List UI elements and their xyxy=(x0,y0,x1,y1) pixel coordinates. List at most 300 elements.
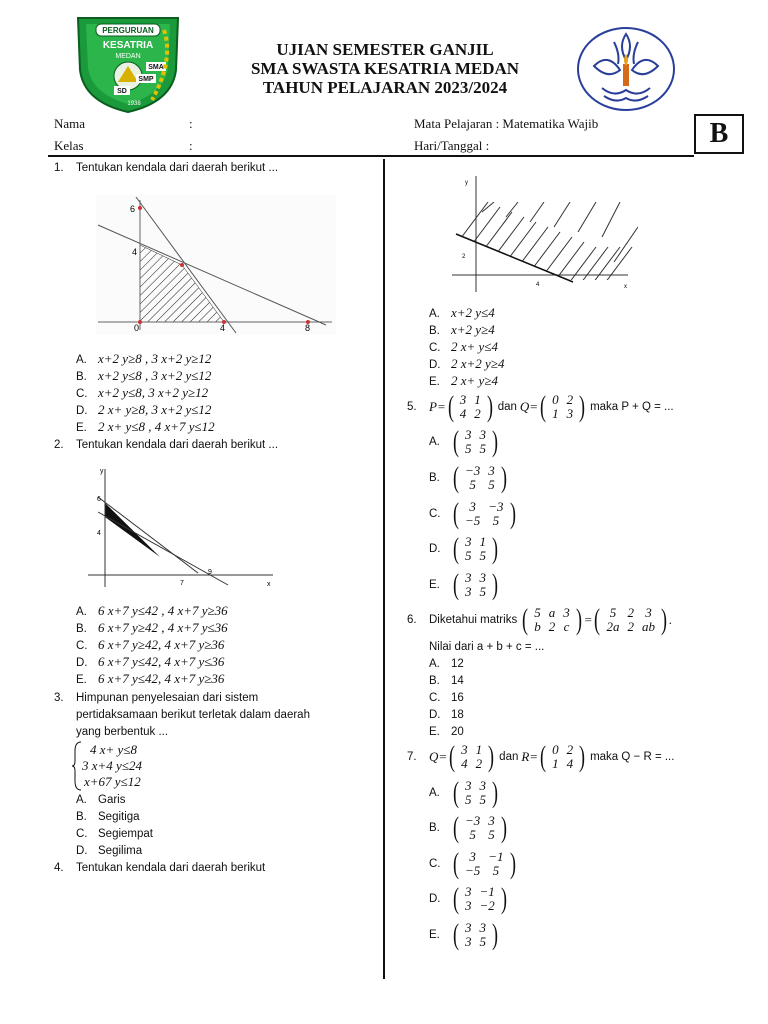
q4-tick-y2: 2 xyxy=(462,254,466,260)
matrix-cell: 5 xyxy=(492,513,500,528)
matrix-cell: 5 xyxy=(609,605,617,620)
matrix-cell: 2 xyxy=(566,392,574,407)
q5-option-a[interactable] xyxy=(429,427,500,457)
logo-text-sd: SD xyxy=(117,88,127,95)
q6-option-a-text: 12 xyxy=(451,658,464,670)
matrix-left-bracket: ( xyxy=(453,425,459,458)
matrix-cell: 2 xyxy=(566,742,574,757)
q3-option-c[interactable] xyxy=(76,828,153,840)
q1-tick-y4: 4 xyxy=(132,247,138,257)
matrix-grid xyxy=(457,743,486,771)
q7-matrix-q xyxy=(447,742,496,772)
q2-tick-x9: 9 xyxy=(208,569,212,576)
q6-option-b[interactable] xyxy=(429,675,464,687)
q2-question xyxy=(54,439,278,451)
matrix-row xyxy=(461,828,499,842)
q5-option-a-letter: A. xyxy=(429,436,440,448)
q6-option-e-text: 20 xyxy=(451,726,464,738)
q4-option-d-letter: D. xyxy=(429,359,441,371)
q5-option-c-letter: C. xyxy=(429,508,441,520)
matrix-left-bracket: ( xyxy=(453,532,459,565)
matrix-row xyxy=(461,464,499,478)
matrix-cell: c xyxy=(563,619,570,634)
matrix-row xyxy=(461,478,499,492)
matrix-cell: −3 xyxy=(465,463,481,478)
matrix-cell: 2 xyxy=(475,756,483,771)
q1-option-e-text: 2 x+ y≤8 , 4 x+7 y≤12 xyxy=(98,419,215,434)
q7-option-d[interactable] xyxy=(429,884,509,914)
q3-system xyxy=(72,741,192,791)
matrix-cell: 3 xyxy=(465,934,472,949)
q4-option-c-letter: C. xyxy=(429,342,441,354)
matrix-left-bracket: ( xyxy=(522,603,529,636)
q2-tick-x7: 7 xyxy=(180,580,184,587)
matrix-row xyxy=(461,779,490,793)
q1-option-c[interactable] xyxy=(76,385,208,401)
q5-option-b-matrix xyxy=(451,463,509,493)
q6-matrix-right xyxy=(592,605,669,635)
matrix-cell: 3 xyxy=(479,778,486,793)
q7-option-a-letter: A. xyxy=(429,787,440,799)
matrix-cell: 3 xyxy=(465,534,472,549)
q5-option-c[interactable] xyxy=(429,499,518,529)
matrix-row xyxy=(461,549,490,563)
q5-option-b-letter: B. xyxy=(429,472,440,484)
q6-subtext: Nilai dari a + b + c = ... xyxy=(429,641,545,653)
logo-text-kesatria: KESATRIA xyxy=(102,40,154,51)
q5-option-e[interactable] xyxy=(429,570,500,600)
q7-option-e-letter: E. xyxy=(429,929,440,941)
q7-number: 7. xyxy=(407,751,417,763)
matrix-grid xyxy=(461,814,499,842)
matrix-cell: −1 xyxy=(479,884,495,899)
matrix-row xyxy=(461,793,490,807)
q1-option-e-letter: E. xyxy=(76,422,87,434)
q6-option-b-text: 14 xyxy=(451,675,464,687)
matrix-cell: 5 xyxy=(479,441,486,456)
q6-option-d[interactable] xyxy=(429,709,464,721)
matrix-cell: 3 xyxy=(465,570,472,585)
matrix-cell: −3 xyxy=(488,499,504,514)
logo-text-sma: SMA xyxy=(148,64,164,71)
matrix-left-bracket: ( xyxy=(453,811,459,844)
matrix-cell: 5 xyxy=(469,477,476,492)
q1-tick-y6: 6 xyxy=(130,204,136,214)
matrix-cell: 3 xyxy=(461,742,468,757)
q5-option-e-matrix xyxy=(451,570,500,600)
q3-system-eq-1: 4 x+ y≤8 xyxy=(90,742,137,757)
school-logo xyxy=(72,10,184,114)
q3-option-d[interactable] xyxy=(76,845,142,857)
matrix-right-bracket: ) xyxy=(509,847,516,880)
q3-option-a-letter: A. xyxy=(76,794,87,806)
q2-option-c[interactable] xyxy=(76,637,224,653)
matrix-cell: −5 xyxy=(465,863,481,878)
matrix-cell: −1 xyxy=(488,849,504,864)
q2-graph xyxy=(88,465,278,590)
q4-number: 4. xyxy=(54,862,64,874)
matrix-cell: ab xyxy=(641,619,655,634)
matrix-row xyxy=(461,899,499,913)
q7-option-d-letter: D. xyxy=(429,893,441,905)
matrix-grid xyxy=(456,393,485,421)
matrix-grid xyxy=(461,850,508,878)
matrix-grid xyxy=(461,779,490,807)
q6-option-e[interactable] xyxy=(429,726,464,738)
q2-option-a-text: 6 x+7 y≤42 , 4 x+7 y≥36 xyxy=(98,603,228,618)
q2-axis-y: y xyxy=(100,468,104,475)
matrix-left-bracket: ( xyxy=(453,882,459,915)
q5-dan: dan xyxy=(497,401,517,413)
matrix-left-bracket: ( xyxy=(594,603,601,636)
matrix-cell: 1 xyxy=(474,392,481,407)
field-kelas-label: Kelas xyxy=(54,138,84,153)
q1-text: Tentukan kendala dari daerah berikut ... xyxy=(76,162,279,174)
q7-tail: maka Q − R = ... xyxy=(590,751,675,763)
matrix-right-bracket: ) xyxy=(500,811,507,844)
q3-option-c-text: Segiempat xyxy=(98,828,153,840)
q3-option-b[interactable] xyxy=(76,811,140,823)
matrix-cell: 2 xyxy=(474,406,481,421)
q1-number: 1. xyxy=(54,162,64,174)
matrix-cell: 3 xyxy=(469,499,476,514)
q4-graph xyxy=(448,172,638,294)
q1-option-e[interactable] xyxy=(76,419,215,435)
matrix-cell: 4 xyxy=(459,406,467,421)
q2-option-b[interactable] xyxy=(76,620,228,636)
q7-option-c[interactable] xyxy=(429,849,518,879)
matrix-row xyxy=(457,743,486,757)
matrix-cell: 1 xyxy=(552,406,559,421)
q1-option-a-letter: A. xyxy=(76,354,87,366)
q7-q-label: Q= xyxy=(429,749,448,764)
matrix-row xyxy=(461,442,490,456)
q6-option-a[interactable] xyxy=(429,658,464,670)
logo-text-smp: SMP xyxy=(138,76,154,83)
q5-matrix-p xyxy=(446,392,495,422)
q2-option-a-letter: A. xyxy=(76,606,87,618)
q1-option-d[interactable] xyxy=(76,402,211,418)
matrix-cell: 4 xyxy=(461,756,468,771)
matrix-left-bracket: ( xyxy=(453,776,459,809)
matrix-row xyxy=(461,921,490,935)
q1-option-b-letter: B. xyxy=(76,371,87,383)
matrix-grid xyxy=(530,606,574,634)
q6-text: Diketahui matriks xyxy=(429,614,518,626)
header-divider xyxy=(48,155,694,157)
q3-text-line-1: Himpunan penyelesaian dari sistem xyxy=(76,692,259,704)
matrix-cell: 5 xyxy=(534,605,541,620)
q1-option-a[interactable] xyxy=(76,351,211,367)
matrix-left-bracket: ( xyxy=(453,918,459,951)
matrix-row xyxy=(461,814,499,828)
q3-system-eq-2: 3 x+4 y≤24 xyxy=(82,758,142,773)
matrix-left-bracket: ( xyxy=(453,568,459,601)
q2-option-e-letter: E. xyxy=(76,674,87,686)
q4-option-d-text: 2 x+2 y≥4 xyxy=(451,356,505,371)
q4-question xyxy=(54,862,265,874)
matrix-right-bracket: ) xyxy=(492,532,498,565)
matrix-cell: 2 xyxy=(548,619,556,634)
q3-option-d-letter: D. xyxy=(76,845,88,857)
matrix-cell: −2 xyxy=(479,898,495,913)
q1-tick-x8: 8 xyxy=(305,323,311,333)
q1-option-a-text: x+2 y≥8 , 3 x+2 y≥12 xyxy=(98,351,212,366)
q6-option-c-letter: C. xyxy=(429,692,441,704)
matrix-row xyxy=(530,606,574,620)
q7-option-e[interactable] xyxy=(429,920,500,950)
exam-title-line-1: UJIAN SEMESTER GANJIL xyxy=(276,40,494,59)
q3-number: 3. xyxy=(54,692,64,704)
q4-option-d[interactable] xyxy=(429,356,504,372)
matrix-row xyxy=(461,571,490,585)
q3-option-a-text: Garis xyxy=(98,794,126,806)
matrix-row xyxy=(461,864,508,878)
matrix-left-bracket: ( xyxy=(453,847,459,880)
matrix-right-bracket: ) xyxy=(492,776,498,809)
q7-option-c-matrix xyxy=(451,849,518,879)
q1-option-d-text: 2 x+ y≥8, 3 x+2 y≤12 xyxy=(98,402,212,417)
q6-matrix-left xyxy=(520,605,584,635)
q4-option-a[interactable] xyxy=(429,305,495,321)
matrix-right-bracket: ) xyxy=(492,568,498,601)
q5-option-b[interactable] xyxy=(429,463,509,493)
q2-option-b-letter: B. xyxy=(76,623,87,635)
matrix-row xyxy=(457,757,486,771)
q7-question xyxy=(407,742,674,772)
matrix-cell: 4 xyxy=(566,756,574,771)
q6-option-a-letter: A. xyxy=(429,658,440,670)
q5-option-d-matrix xyxy=(451,534,500,564)
q6-dot: . xyxy=(668,612,673,627)
logo-text-perguruan: PERGURUAN xyxy=(102,26,154,35)
matrix-cell: 1 xyxy=(475,742,483,757)
q2-option-d-letter: D. xyxy=(76,657,88,669)
q7-r-label: R= xyxy=(521,749,539,764)
q4-option-e[interactable] xyxy=(429,373,498,389)
matrix-right-bracket: ) xyxy=(488,740,495,773)
q6-equals: = xyxy=(583,612,593,627)
q4-option-a-text: x+2 y≤4 xyxy=(451,305,495,320)
matrix-row xyxy=(456,407,485,421)
q2-option-d[interactable] xyxy=(76,654,224,670)
q7-option-c-letter: C. xyxy=(429,858,441,870)
q5-tail: maka P + Q = ... xyxy=(590,401,674,413)
matrix-row xyxy=(461,514,508,528)
matrix-cell: 3 xyxy=(465,920,472,935)
matrix-cell: 3 xyxy=(566,406,574,421)
q1-question xyxy=(54,162,278,174)
matrix-row xyxy=(548,743,577,757)
q1-option-c-text: x+2 y≤8, 3 x+2 y≥12 xyxy=(98,385,209,400)
q6-option-d-text: 18 xyxy=(451,709,464,721)
q5-number: 5. xyxy=(407,401,417,413)
matrix-cell: 3 xyxy=(645,605,652,620)
matrix-cell: −3 xyxy=(465,813,481,828)
q4-option-e-letter: E. xyxy=(429,376,440,388)
matrix-cell: a xyxy=(548,605,556,620)
matrix-cell: 0 xyxy=(552,392,559,407)
matrix-cell: −5 xyxy=(465,513,481,528)
matrix-right-bracket: ) xyxy=(486,390,493,423)
q2-tick-y4: 4 xyxy=(97,530,101,537)
q1-tick-x4: 4 xyxy=(220,323,226,333)
matrix-right-bracket: ) xyxy=(500,882,507,915)
exam-code-box xyxy=(694,114,744,154)
field-kelas-colon: : xyxy=(189,138,193,153)
q6-number: 6. xyxy=(407,614,417,626)
q5-option-d[interactable] xyxy=(429,534,500,564)
matrix-cell: 3 xyxy=(465,884,472,899)
q4-axis-y: y xyxy=(465,180,468,186)
matrix-row xyxy=(461,850,508,864)
q1-tick-x0: 0 xyxy=(134,323,140,333)
matrix-cell: 5 xyxy=(492,863,500,878)
exam-code: B xyxy=(709,118,729,149)
matrix-left-bracket: ( xyxy=(453,461,459,494)
matrix-cell: 3 xyxy=(465,584,472,599)
q4-option-b-letter: B. xyxy=(429,325,440,337)
q3-option-b-letter: B. xyxy=(76,811,87,823)
matrix-left-bracket: ( xyxy=(453,497,459,530)
matrix-grid xyxy=(602,606,659,634)
matrix-cell: 3 xyxy=(488,813,495,828)
matrix-grid xyxy=(548,393,577,421)
q6-question xyxy=(407,605,672,635)
q7-option-a-matrix xyxy=(451,778,500,808)
q4-text: Tentukan kendala dari daerah berikut xyxy=(76,862,266,874)
q3-text-line-2: pertidaksamaan berikut terletak dalam daerah xyxy=(76,709,310,721)
matrix-cell: 3 xyxy=(488,463,495,478)
exam-title-line-3: TAHUN PELAJARAN 2023/2024 xyxy=(262,78,508,97)
q5-option-a-matrix xyxy=(451,427,500,457)
q5-p-label: P= xyxy=(429,399,446,414)
q4-option-b[interactable] xyxy=(429,322,495,338)
matrix-cell: 5 xyxy=(488,827,495,842)
matrix-grid xyxy=(548,743,577,771)
q3-system-eq-3: x+67 y≤12 xyxy=(84,774,141,789)
matrix-row xyxy=(461,535,490,549)
matrix-cell: 3 xyxy=(479,570,486,585)
q6-option-e-letter: E. xyxy=(429,726,440,738)
q2-axis-x: x xyxy=(267,581,271,588)
q5-question xyxy=(407,392,674,422)
q2-option-a[interactable] xyxy=(76,603,228,619)
q1-option-c-letter: C. xyxy=(76,388,88,400)
matrix-grid xyxy=(461,885,499,913)
matrix-cell: 2a xyxy=(606,619,620,634)
q2-text: Tentukan kendala dari daerah berikut ... xyxy=(76,439,279,451)
matrix-row xyxy=(530,620,574,634)
exam-title xyxy=(200,40,570,97)
matrix-row xyxy=(456,393,485,407)
matrix-cell: 3 xyxy=(465,898,472,913)
q1-option-d-letter: D. xyxy=(76,405,88,417)
q4-option-a-letter: A. xyxy=(429,308,440,320)
matrix-row xyxy=(461,935,490,949)
matrix-right-bracket: ) xyxy=(492,918,498,951)
q7-dan: dan xyxy=(499,751,519,763)
matrix-left-bracket: ( xyxy=(540,740,547,773)
q7-option-a[interactable] xyxy=(429,778,500,808)
logo-text-medan: MEDAN xyxy=(115,53,141,60)
matrix-cell: 2 xyxy=(627,619,634,634)
matrix-cell: b xyxy=(534,619,541,634)
exam-title-line-2: SMA SWASTA KESATRIA MEDAN xyxy=(250,59,520,78)
q6-option-c[interactable] xyxy=(429,692,464,704)
matrix-left-bracket: ( xyxy=(447,390,454,423)
matrix-grid xyxy=(461,500,508,528)
matrix-cell: 3 xyxy=(465,427,472,442)
q2-option-c-text: 6 x+7 y≥42, 4 x+7 y≥36 xyxy=(98,637,225,652)
field-hari: Hari/Tanggal : xyxy=(414,138,490,153)
q4-option-c-text: 2 x+ y≤4 xyxy=(451,339,498,354)
q7-option-b-matrix xyxy=(451,813,509,843)
q4-axis-x: x xyxy=(624,284,627,290)
q3-option-d-text: Segilima xyxy=(98,845,143,857)
q4-option-c[interactable] xyxy=(429,339,498,355)
q2-option-c-letter: C. xyxy=(76,640,88,652)
matrix-row xyxy=(461,500,508,514)
matrix-row xyxy=(548,407,577,421)
matrix-grid xyxy=(461,428,490,456)
q5-matrix-q xyxy=(538,392,587,422)
field-mapel: Mata Pelajaran : Matematika Wajib xyxy=(414,116,599,131)
matrix-row xyxy=(461,885,499,899)
matrix-cell: 1 xyxy=(479,534,486,549)
q7-option-d-matrix xyxy=(451,884,509,914)
matrix-cell: 2 xyxy=(627,605,634,620)
matrix-grid xyxy=(461,535,490,563)
q7-option-b[interactable] xyxy=(429,813,509,843)
matrix-row xyxy=(548,393,577,407)
matrix-row xyxy=(461,585,490,599)
q7-option-e-matrix xyxy=(451,920,500,950)
q2-option-e[interactable] xyxy=(76,671,224,687)
q3-option-c-letter: C. xyxy=(76,828,88,840)
matrix-left-bracket: ( xyxy=(449,740,456,773)
q1-option-b[interactable] xyxy=(76,368,211,384)
q4-option-b-text: x+2 y≥4 xyxy=(451,322,495,337)
matrix-right-bracket: ) xyxy=(579,390,586,423)
matrix-right-bracket: ) xyxy=(579,740,586,773)
matrix-right-bracket: ) xyxy=(492,425,498,458)
field-nama-label: Nama xyxy=(54,116,86,131)
q4-option-e-text: 2 x+ y≥4 xyxy=(451,373,498,388)
ministry-logo xyxy=(574,24,678,114)
matrix-cell: 5 xyxy=(479,584,486,599)
q1-graph xyxy=(96,195,336,335)
q5-option-d-letter: D. xyxy=(429,543,441,555)
q3-option-a[interactable] xyxy=(76,794,125,806)
matrix-cell: 5 xyxy=(465,548,472,563)
matrix-cell: 3 xyxy=(459,392,467,407)
q7-matrix-r xyxy=(538,742,587,772)
matrix-cell: 0 xyxy=(552,742,559,757)
matrix-cell: 5 xyxy=(479,792,486,807)
matrix-right-bracket: ) xyxy=(500,461,507,494)
matrix-cell: 1 xyxy=(552,756,559,771)
q3-text-line-3: yang berbentuk ... xyxy=(76,726,169,738)
q6-option-c-text: 16 xyxy=(451,692,464,704)
q2-option-d-text: 6 x+7 y≤42, 4 x+7 y≤36 xyxy=(98,654,225,669)
matrix-cell: 5 xyxy=(469,827,476,842)
matrix-grid xyxy=(461,921,490,949)
matrix-row xyxy=(548,757,577,771)
q1-option-b-text: x+2 y≤8 , 3 x+2 y≤12 xyxy=(98,368,212,383)
q3-question xyxy=(54,692,258,704)
matrix-cell: 5 xyxy=(488,477,495,492)
